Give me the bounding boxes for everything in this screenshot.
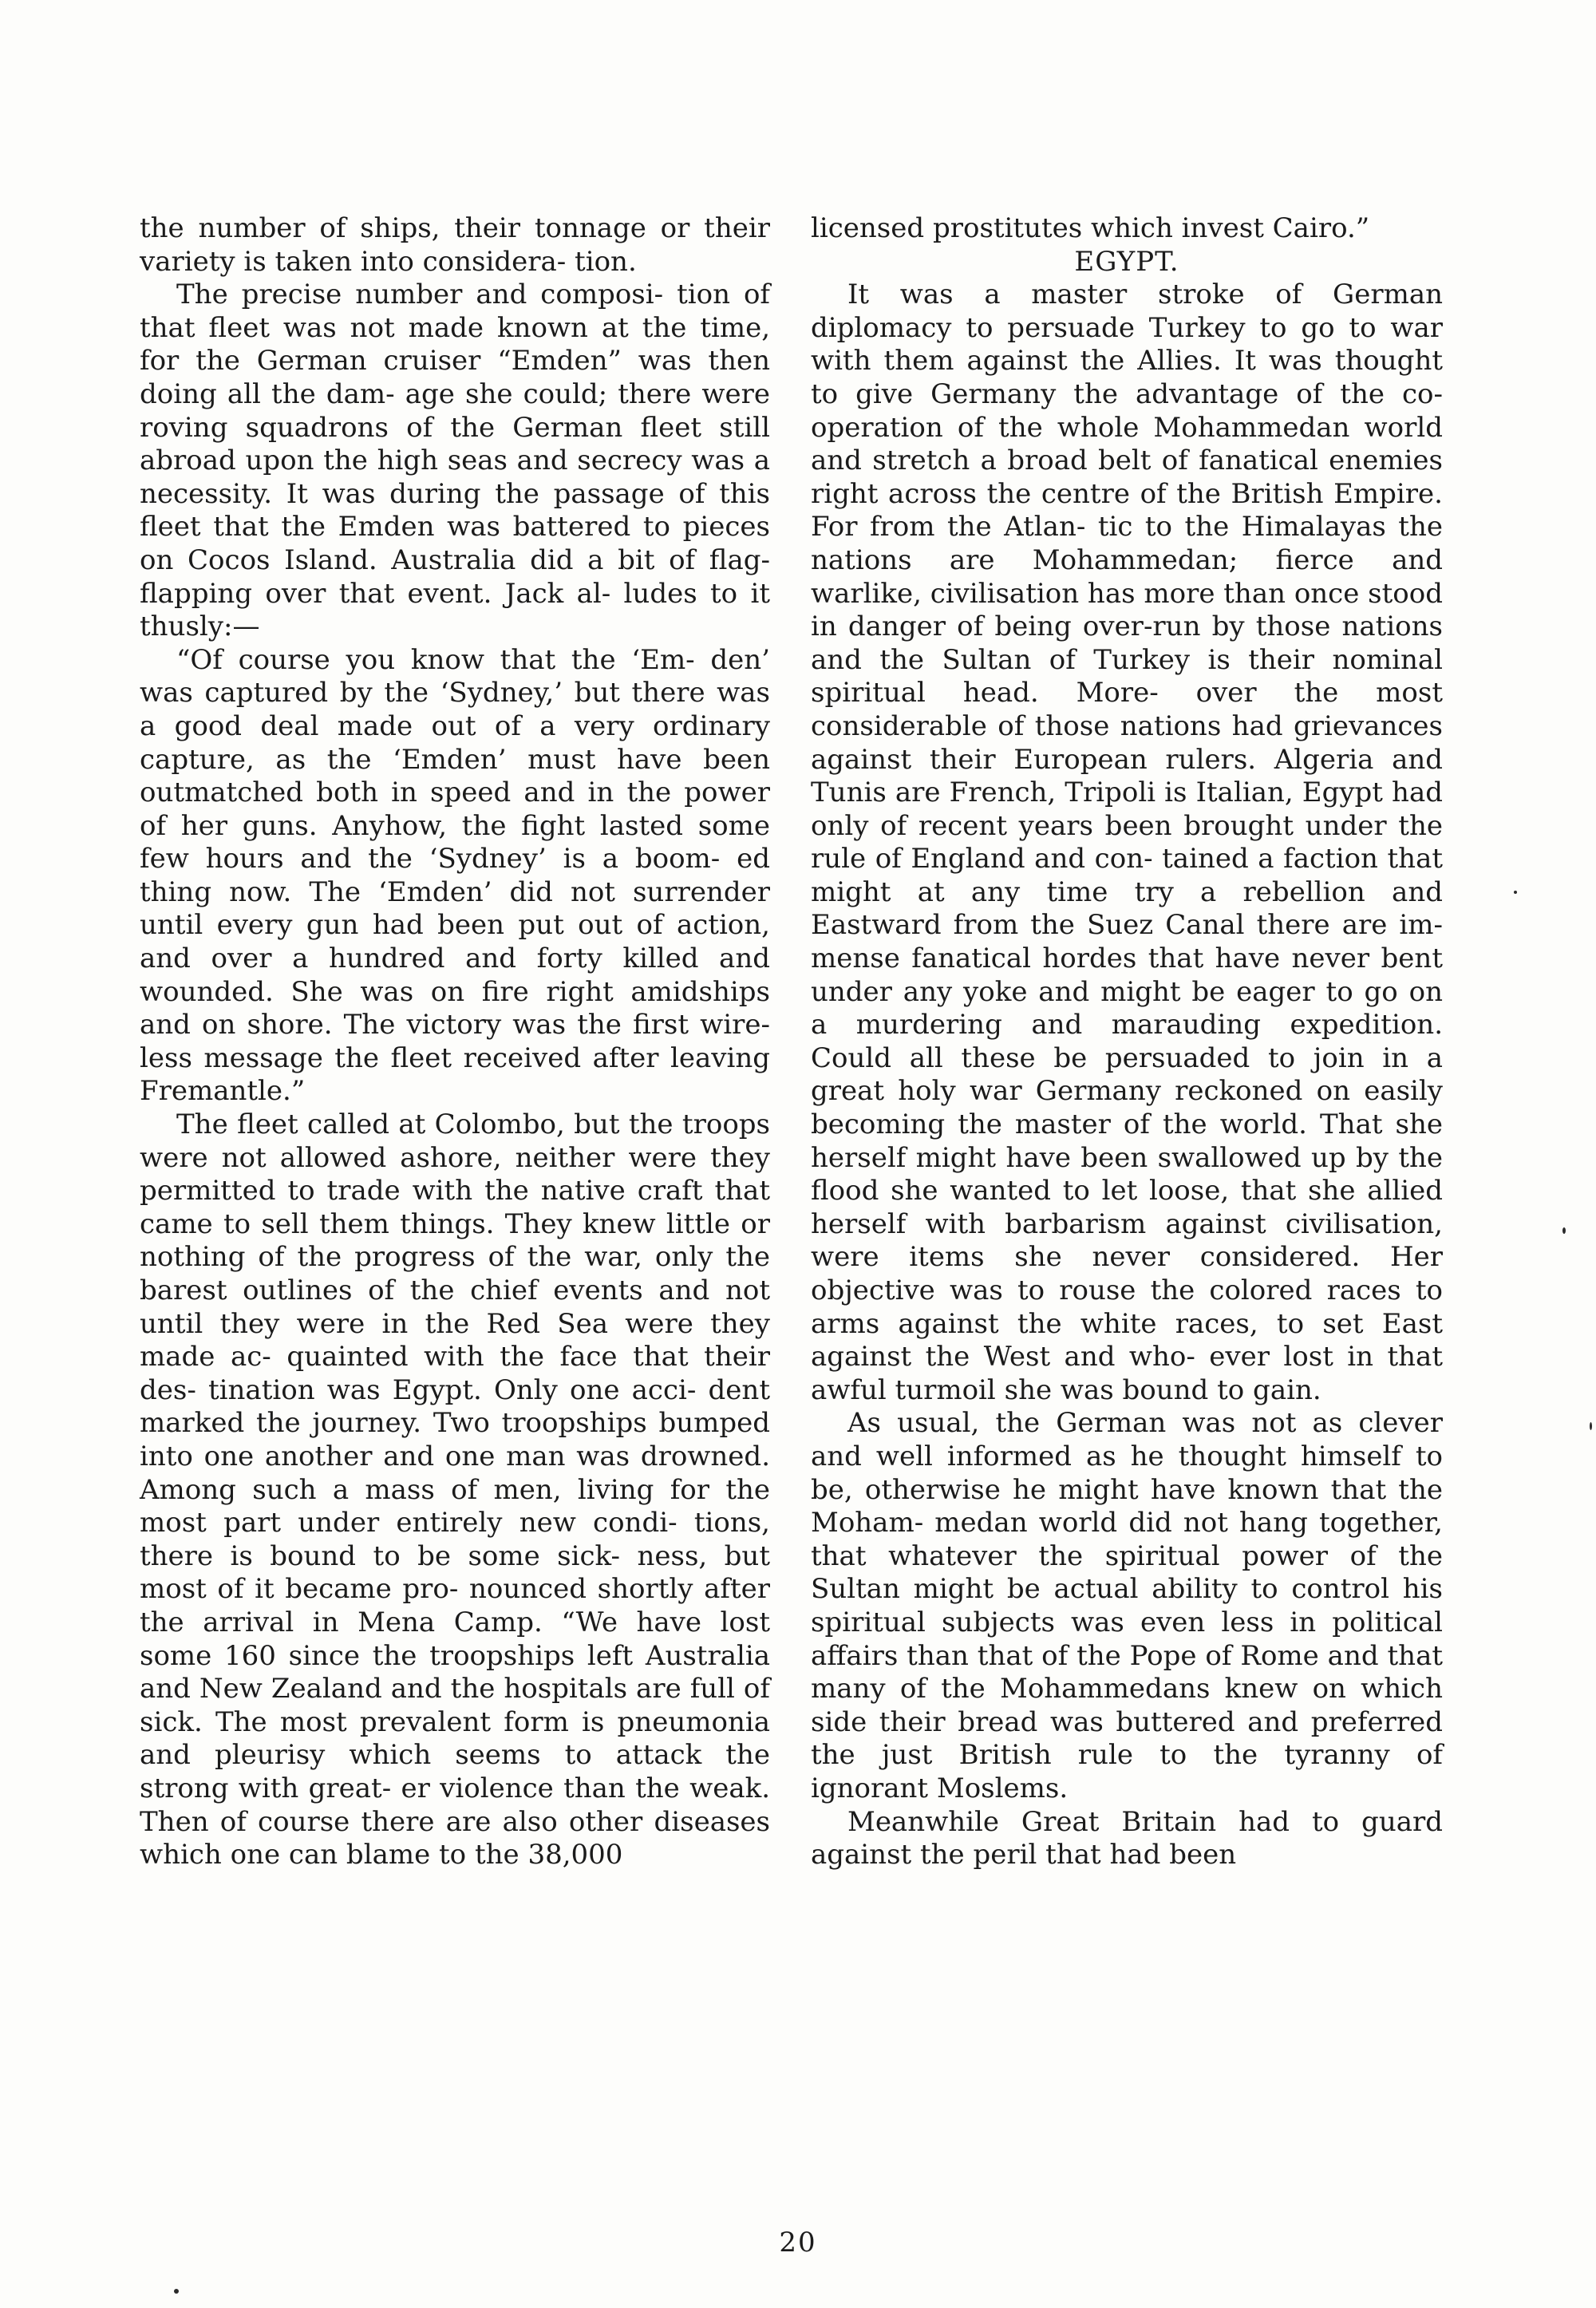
- paragraph: The precise number and composi- tion of that fleet was not made known at the time, for the German cruiser “Emden” was then doing all the dam- age she could; there were roving squadrons of the German fleet still abroad upon the high seas and secrecy was a necessity. It was during the passage of this fleet that the Emden was battered to pieces on Cocos Island. Australia did a bit of flag- flapping over that event. Jack al- ludes to it thusly:—: [140, 279, 770, 643]
- page-number: 20: [779, 2227, 817, 2259]
- print-speck: [1514, 891, 1517, 894]
- paragraph: “Of course you know that the ‘Em- den’ was captured by the ‘Sydney,’ but there was a good deal made out of a very ordinary capture, as the ‘Emden’ must have been outmatched both in speed and in the power of her guns. Anyhow, the fight lasted some few hours and the ‘Sydney’ is a boom- ed thing now. The ‘Emden’ did not surrender until every gun had been put out of action, and over a hundred and forty killed and wounded. She was on fire right amidships and on shore. The victory was the first wire- less message the fleet received after leaving Fremantle.”: [140, 643, 770, 1108]
- left-column: [140, 212, 770, 1872]
- print-speck: [1590, 1422, 1592, 1430]
- paragraph: The fleet called at Colombo, but the troops were not allowed ashore, neither were they permitted to trade with the native craft that came to sell them things. They knew little or nothing of the progress of the war, only the barest outlines of the chief events and not until they were in the Red Sea were they made ac- quainted with the face that their des- tination was Egypt. Only one acci- dent marked the journey. Two troopships bumped into one another and one man was drowned. Among such a mass of men, living for the most part under entirely new condi- tions, there is bound to be some sick- ness, but most of it became pro- nounced shortly after the arrival in Mena Camp. “We have lost some 160 since the troopships left Australia and New Zealand and the hospitals are full of sick. The most prevalent form is pneumonia and pleurisy which seems to attack the strong with great- er violence than the weak. Then of course there are also other diseases which one can blame to the 38,000: [140, 1109, 770, 1871]
- paragraph: It was a master stroke of German diplomacy to persuade Turkey to go to war with them against the Allies. It was thought to give Germany the advantage of the co-operation of the whole Mohammedan world and stretch a broad belt of fanatical enemies right across the centre of the British Empire. For from the Atlan- tic to the Himalayas the nations are Mohammedan; fierce and warlike, civilisation has more than once stood in danger of being over-run by those nations and the Sultan of Turkey is their nominal spiritual head. More- over the most considerable of those nations had grievances against their European rulers. Algeria and Tunis are French, Tripoli is Italian, Egypt had only of recent years been brought under the rule of England and con- tained a faction that might at any time try a rebellion and Eastward from the Suez Canal there are im- mense fanatical hordes that have never bent under any yoke and might be eager to go on a murdering and marauding expedition. Could all these be persuaded to join in a great holy war Germany reckoned on easily becoming the master of the world. That she herself might have been swallowed up by the flood she wanted to let loose, that she allied herself with barbarism against civilisation, were items she never considered. Her objective was to rouse the colored races to arms against the white races, to set East against the West and who- ever lost in that awful turmoil she was bound to gain.: [811, 279, 1443, 1406]
- section-heading: EGYPT.: [1074, 245, 1179, 278]
- paragraph: As usual, the German was not as clever and well informed as he thought himself to be, otherwise he might have known that the Moham- medan world did not hang together, that whatever the spiritual power of the Sultan might be actual ability to control his spiritual subjects was even less in political affairs than that of the Pope of Rome and that many of the Mohammedans knew on which side their bread was buttered and preferred the just British rule to the tyranny of ignorant Moslems.: [811, 1407, 1443, 1804]
- print-speck: [174, 2289, 179, 2294]
- print-speck: [1562, 1227, 1566, 1234]
- paragraph: Meanwhile Great Britain had to guard against the peril that had been: [811, 1805, 1443, 1871]
- paragraph: licensed prostitutes which invest Cairo.”: [811, 212, 1370, 244]
- right-column: [811, 212, 1443, 1872]
- paragraph: the number of ships, their tonnage or their variety is taken into considera- tion.: [140, 212, 770, 278]
